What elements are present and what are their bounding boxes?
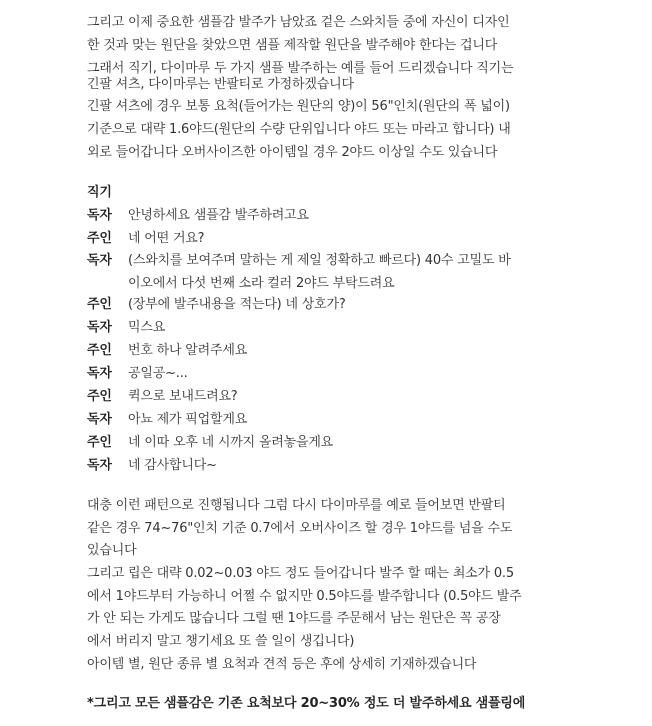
speech-text-continued: 이오에서 다섯 번째 소라 컬러 2야드 부탁드려요 <box>128 276 395 291</box>
speech-text: 안녕하세요 샘플감 발주하려고요 <box>128 208 309 223</box>
speaker-label: 독자 <box>87 320 112 335</box>
intro-line-5: 긴팔 셔츠에 경우 보통 요척(들어가는 원단의 양)이 56"인치(원단의 폭 넓이) <box>87 99 510 114</box>
speaker-label: 주인 <box>87 343 112 358</box>
note-line: *그리고 모든 샘플감은 기존 요척보다 20~30% 정도 더 발주하세요 샘플링에 <box>87 696 526 711</box>
outro-line-4: 그리고 립은 대략 0.02~0.03 야드 정도 들어갑니다 발주 할 때는 최소가 0.5 <box>87 566 514 581</box>
speech-text: 공일공~... <box>128 366 188 381</box>
speech-text: 퀵으로 보내드려요? <box>128 389 238 404</box>
speech-text: 믹스요 <box>128 320 166 335</box>
intro-line-4: 긴팔 셔츠, 다이마루는 반팔티로 가정하겠습니다 <box>87 77 354 92</box>
speech-text: (스와치를 보여주며 말하는 게 제일 정확하고 빠르다) 40수 고밀도 바 <box>128 253 511 268</box>
speech-text: 네 감사합니다~ <box>128 458 217 473</box>
intro-line-2: 한 것과 맞는 원단을 찾았으면 샘플 제작할 원단을 발주해야 한다는 겁니다 <box>87 38 498 53</box>
speaker-label: 주인 <box>87 389 112 404</box>
speech-text: (장부에 발주내용을 적는다) 네 상호가? <box>128 297 346 312</box>
intro-line-7: 외로 들어갑니다 오버사이즈한 아이템일 경우 2야드 이상일 수도 있습니다 <box>87 145 498 160</box>
outro-line-5: 에서 1야드부터 가능하니 어쩔 수 없지만 0.5야드를 발주합니다 (0.5야드 발주 <box>87 589 522 604</box>
intro-line-1: 그리고 이제 중요한 샘플감 발주가 남았죠 겉은 스와치들 중에 자신이 디자인 <box>87 15 510 30</box>
speaker-label: 주인 <box>87 231 112 246</box>
speaker-label: 독자 <box>87 208 112 223</box>
speech-text: 네 이따 오후 네 시까지 올려놓을게요 <box>128 435 334 450</box>
intro-line-6: 기준으로 대략 1.6야드(원단의 수량 단위입니다 야드 또는 마라고 합니다) 내 <box>87 122 511 137</box>
speaker-label: 독자 <box>87 253 112 268</box>
outro-line-6: 가 안 되는 가게도 많습니다 그럴 땐 1야드를 주문해서 남는 원단은 꼭 공장 <box>87 611 501 626</box>
outro-line-2: 같은 경우 74~76"인치 기준 0.7에서 오버사이즈 할 경우 1야드를 넘을 수도 <box>87 521 513 536</box>
speech-text: 번호 하나 알려주세요 <box>128 343 248 358</box>
speaker-label: 독자 <box>87 458 112 473</box>
dialogue-heading: 직기 <box>87 185 112 200</box>
intro-line-3: 그래서 직기, 다이마루 두 가지 샘플 발주하는 예를 들어 드리겠습니다 직기는 <box>87 61 514 76</box>
outro-line-1: 대충 이런 패턴으로 진행됩니다 그럼 다시 다이마루를 예로 들어보면 반팔티 <box>87 498 506 513</box>
outro-line-3: 있습니다 <box>87 543 137 558</box>
speaker-label: 주인 <box>87 435 112 450</box>
speaker-label: 독자 <box>87 412 112 427</box>
speech-text: 네 어떤 거요? <box>128 231 205 246</box>
speech-text: 아뇨 제가 픽업할게요 <box>128 412 248 427</box>
speaker-label: 주인 <box>87 297 112 312</box>
speaker-label: 독자 <box>87 366 112 381</box>
outro-line-8: 아이템 별, 원단 종류 별 요척과 견적 등은 후에 상세히 기재하겠습니다 <box>87 657 477 672</box>
outro-line-7: 에서 버리지 말고 챙기세요 또 쓸 일이 생깁니다) <box>87 634 355 649</box>
